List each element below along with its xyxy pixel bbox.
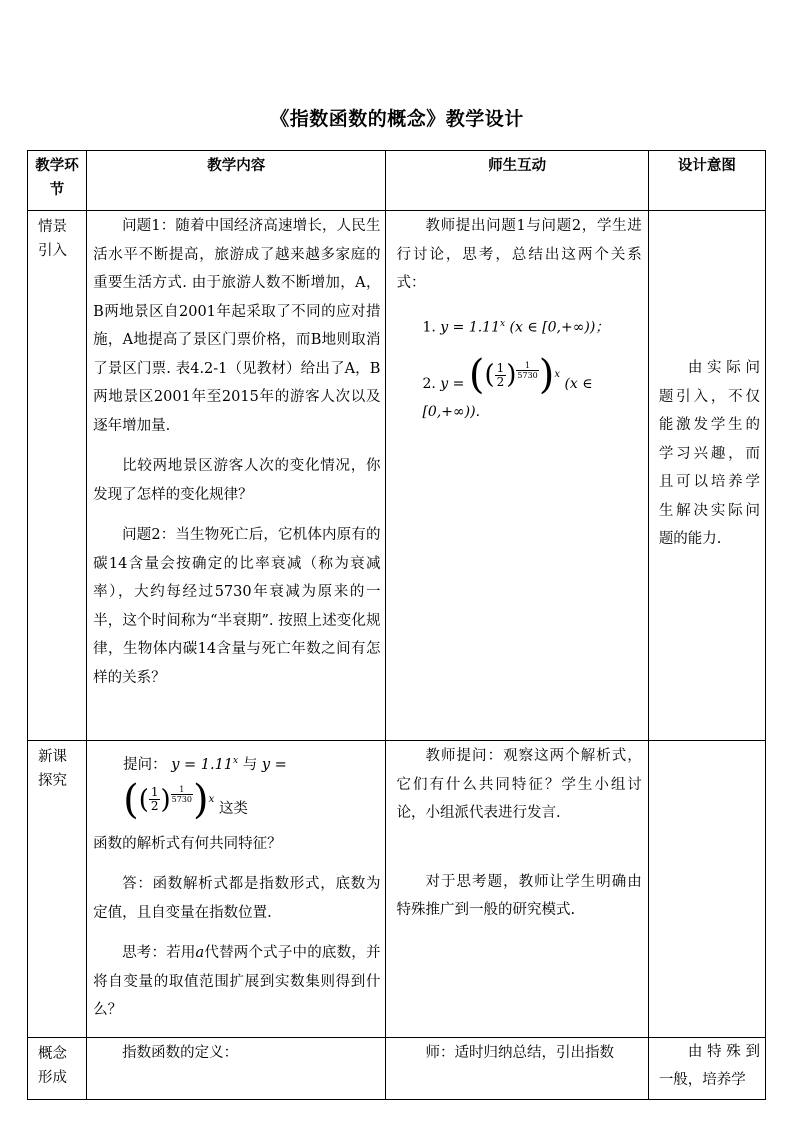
header-interaction: 师生互动 [386,151,648,211]
interaction-cell [386,741,648,1038]
question-formula-line: 提问： $y = 1.11^x$ 与 y = ( ( $\frac{1}{2}$ ) $\frac{1}{5730}$ ) x 这类 [123,756,287,823]
step-cell: 概念形成 [28,1037,87,1099]
think-text: 思考：若用a代替两个式子中的底数，并将自变量的取值范围扩展到实数集则得到什么？ [93,945,381,1019]
header-design: 设计意图 [648,151,765,211]
formula-2: 2. y = ( ( $\frac{1}{2}$ ) $\frac{1}{5730}$ ) x (x ∈ [0,+∞)). [422,352,593,421]
design-cell [648,211,765,741]
question-line-2: 函数的解析式有何共同特征？ [93,835,282,852]
header-content: 教学内容 [87,151,386,211]
formula-1: 1. $y = 1.11^x$ (x ∈ [0,+∞))； [422,318,610,336]
question-text: 比较两地景区游客人次的变化情况，你发现了怎样的变化规律？ [93,458,381,503]
interaction-text-1: 教师提问：观察这两个解析式，它们有什么共同特征？学生小组讨论，小组派代表进行发言. [396,748,642,821]
design-cell [648,1037,765,1099]
content-cell [87,741,386,1038]
answer-text: 答：函数解析式都是指数形式，底数为定值，且自变量在指数位置. [93,876,381,921]
problem-1-text: 问题1：随着中国经济高速增长，人民生活水平不断提高，旅游成了越来越多家庭的重要生活方式. 由于旅游人数不断增加，A，B两地景区自2001年起采取了不同的应对措施，A地提高了景区门票价格，而B地则取消了景区门票. 表4.2-1（见教材）给出了A，B两地景区2001年至2015年的游客人次以及逐年增加量. [93,218,381,434]
design-text: 由特殊到一般，培养学 [658,1043,760,1089]
content-cell [87,211,386,741]
lesson-plan-table [27,150,766,1100]
design-text: 由实际问题引入，不仅能激发学生的学习兴趣，而且可以培养学生解决实际问题的能力. [658,360,760,547]
design-cell [648,741,765,1038]
interaction-intro: 教师提出问题1与问题2，学生进行讨论，思考，总结出这两个关系式： [396,218,642,291]
interaction-text: 师：适时归纳总结，引出指数 [425,1044,614,1061]
interaction-text-2: 对于思考题，教师让学生明确由特殊推广到一般的研究模式. [396,873,642,918]
problem-2-text: 问题2：当生物死亡后，它机体内原有的碳14含量会按确定的比率衰减（称为衰减率），大约每经过5730年衰减为原来的一半，这个时间称为“半衰期”. 按照上述变化规律，生物体内碳14含量与死亡年数之间有怎样的关系？ [93,527,381,686]
step-cell: 新课探究 [28,741,87,1038]
interaction-cell [386,1037,648,1099]
content-cell [87,1037,386,1099]
table-row [28,211,766,741]
table-row [28,741,766,1038]
document-title: 《指数函数的概念》教学设计 [270,108,524,130]
table-row [28,1037,766,1099]
interaction-cell [386,211,648,741]
table-header-row [28,151,766,211]
step-cell: 情景引入 [28,211,87,741]
header-step: 教学环节 [28,151,87,211]
definition-text: 指数函数的定义： [122,1044,239,1061]
